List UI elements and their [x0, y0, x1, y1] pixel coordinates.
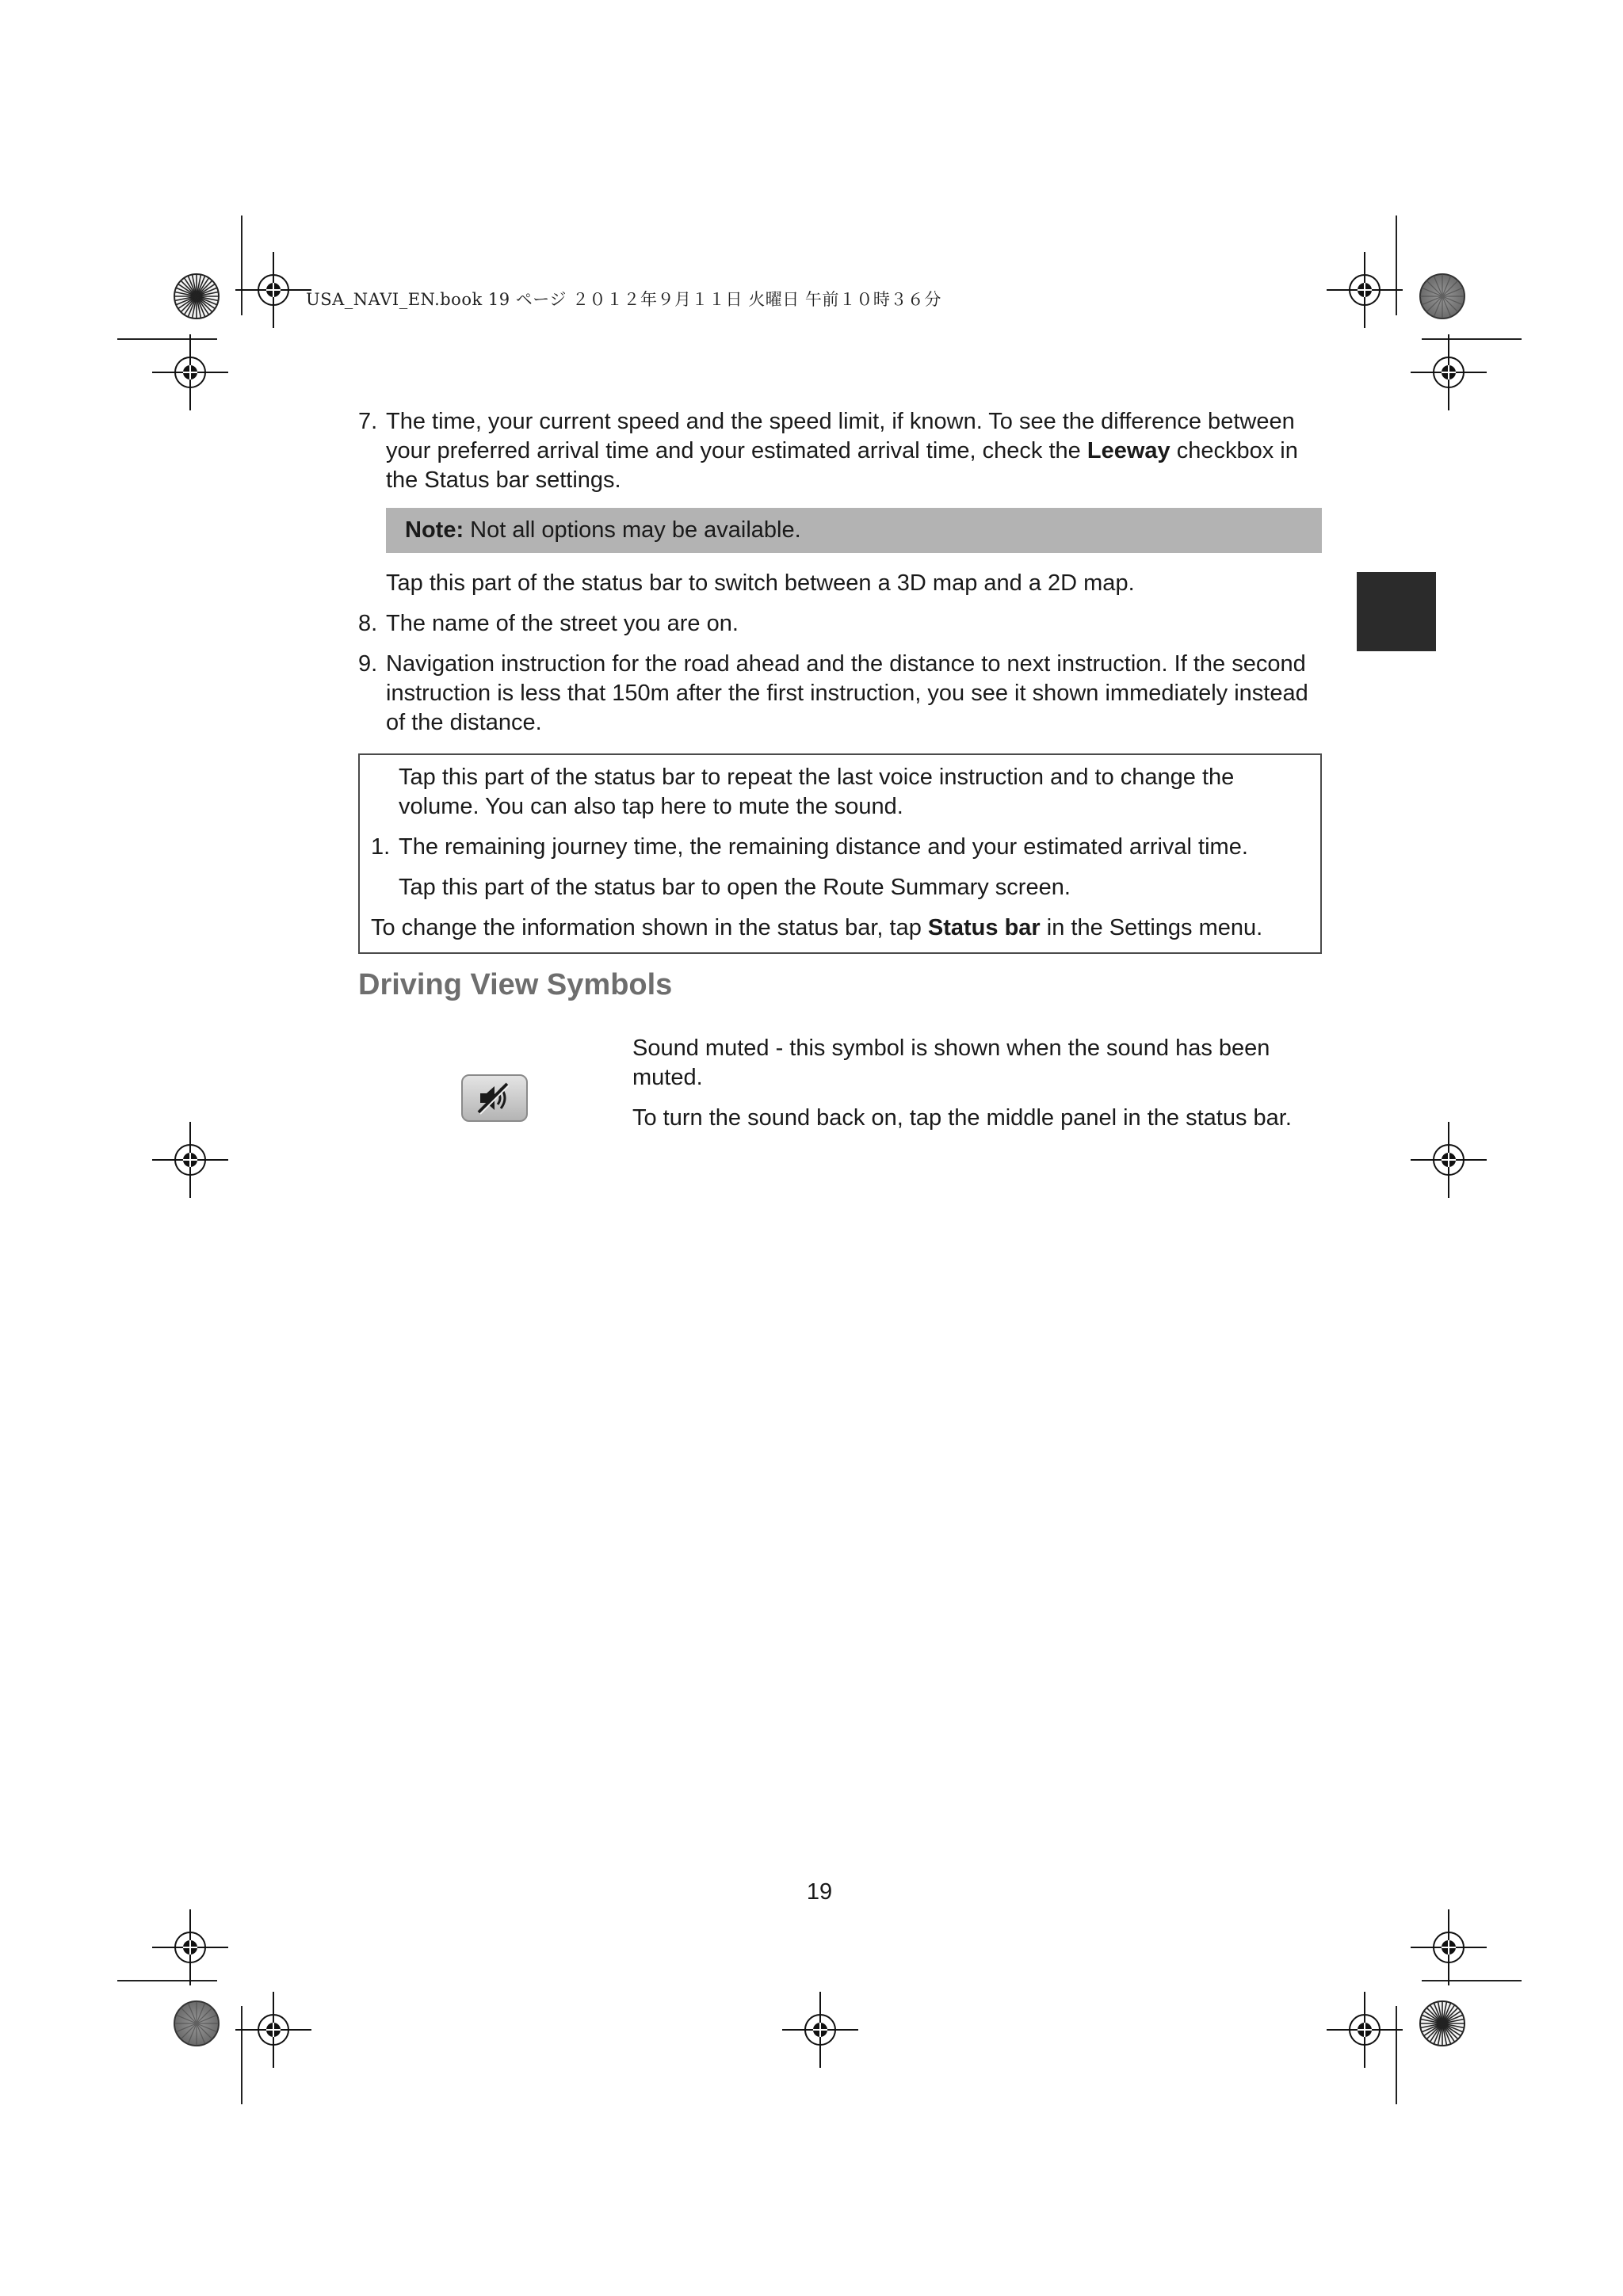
sound-on-instruction: To turn the sound back on, tap the middle panel in the status bar. — [632, 1105, 1292, 1131]
note-box — [386, 508, 1322, 553]
status-bar-term: Status bar — [927, 915, 1041, 940]
change-info-text — [371, 913, 1309, 943]
leeway-term: Leeway — [1086, 438, 1170, 463]
note-label: Note: — [405, 517, 464, 543]
note-text: Not all options may be available. — [464, 517, 801, 543]
section-title: Driving View Symbols — [358, 968, 673, 1001]
symbol-description — [632, 1034, 1322, 1144]
list-number: 9. — [358, 651, 378, 677]
page-number: 19 — [806, 1879, 833, 1905]
speaker-muted-glyph — [463, 1076, 526, 1120]
list-number: 1. — [371, 834, 391, 860]
list-number: 7. — [358, 409, 378, 434]
list-text — [386, 407, 1322, 495]
tap-3d-text: Tap this part of the status bar to switch between a 3D map and a 2D map. — [386, 570, 1135, 596]
tap-route-text: Tap this part of the status bar to open the Route Summary screen. — [399, 875, 1071, 900]
text-segment: The time, your current speed and the speed limit, if known. To see the difference between your preferred arrival time and your estimated arrival time, check the — [386, 409, 1295, 463]
list-number: 8. — [358, 611, 378, 636]
sound-muted-description: Sound muted - this symbol is shown when the sound has been muted. — [632, 1035, 1270, 1090]
text-segment: in the Settings menu. — [1040, 915, 1263, 940]
list-item-9 — [358, 650, 1322, 738]
main-content — [358, 407, 1322, 954]
sound-muted-icon — [461, 1074, 528, 1122]
list-item-7 — [358, 407, 1322, 495]
list-text: The name of the street you are on. — [386, 611, 739, 636]
list-item-8 — [358, 609, 1322, 639]
tap-voice-text: Tap this part of the status bar to repeat the last voice instruction and to change the volume. You can also tap here to mute the sound. — [399, 765, 1235, 819]
text-segment: To change the information shown in the status bar, tap — [371, 915, 928, 940]
chapter-tab — [1357, 572, 1436, 651]
list-text: The remaining journey time, the remaining distance and your estimated arrival time. — [399, 834, 1248, 860]
list-text: Navigation instruction for the road ahead and the distance to next instruction. If the second instruction is less that 150m after the first instruction, you see it shown immediately instead of the distance. — [386, 651, 1308, 735]
print-slug: USA_NAVI_EN.book 19 ページ ２０１２年９月１１日 火曜日 午前１０時３６分 — [306, 290, 941, 309]
text-segment: checkbox in the Status bar settings. — [386, 438, 1298, 493]
boxed-section — [358, 753, 1322, 954]
list-item-1 — [371, 833, 1309, 862]
